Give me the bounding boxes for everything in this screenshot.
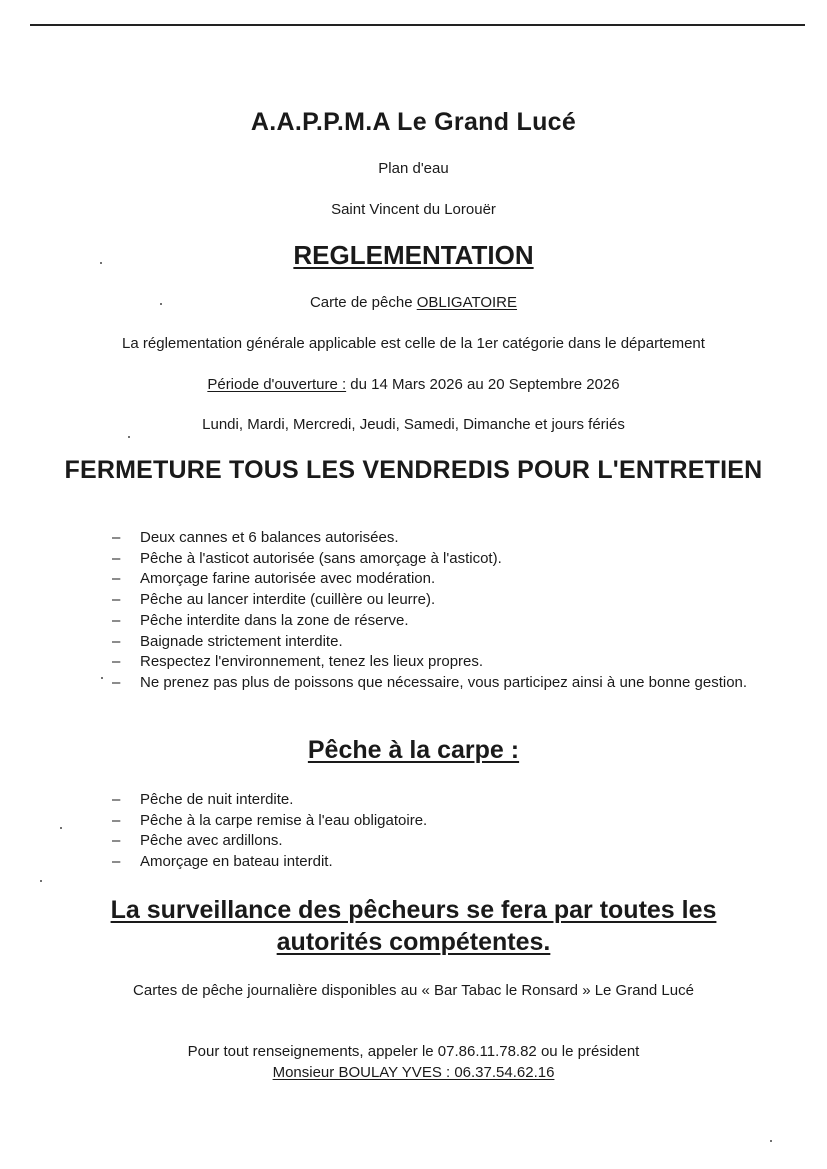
subtitle-location: Saint Vincent du Lorouër xyxy=(331,201,496,218)
contact-line: Pour tout renseignements, appeler le 07.86.11.78.82 ou le président xyxy=(187,1043,640,1060)
carp-rule-text: Pêche avec ardillons. xyxy=(140,832,283,850)
list-dash: – xyxy=(112,591,121,609)
carp-rule-text: Pêche à la carpe remise à l'eau obligatoire. xyxy=(140,811,428,829)
list-item xyxy=(112,652,772,673)
rule-text: Pêche interdite dans la zone de réserve. xyxy=(140,611,409,629)
regulation-heading: REGLEMENTATION xyxy=(293,240,534,270)
list-item xyxy=(112,852,772,873)
rule-text: Respectez l'environnement, tenez les lieux propres. xyxy=(140,653,484,671)
scan-speck xyxy=(128,436,130,438)
opening-days-line: Lundi, Mardi, Mercredi, Jeudi, Samedi, Dimanche et jours fériés xyxy=(202,416,625,433)
carp-rules-list xyxy=(112,790,772,873)
carp-rule-text: Pêche de nuit interdite. xyxy=(140,791,294,808)
fishing-card-prefix: Carte de pêche xyxy=(309,294,417,311)
list-dash: – xyxy=(112,653,121,671)
scan-speck xyxy=(160,303,162,305)
opening-period-label: Période d'ouverture : xyxy=(207,376,347,393)
list-item xyxy=(112,632,772,653)
rule-text: Baignade strictement interdite. xyxy=(140,632,343,650)
opening-period-dates: du 14 Mars 2026 au 20 Septembre 2026 xyxy=(346,376,620,393)
list-dash: – xyxy=(112,611,121,629)
carp-rule-text: Amorçage en bateau interdit. xyxy=(140,853,333,871)
rule-text: Amorçage farine autorisée avec modération. xyxy=(140,570,436,588)
list-dash: – xyxy=(112,811,121,829)
list-dash: – xyxy=(112,570,121,588)
list-item xyxy=(112,790,772,811)
scan-speck xyxy=(40,880,42,882)
scan-speck xyxy=(60,827,62,829)
scan-speck xyxy=(100,262,102,264)
list-item xyxy=(112,811,772,832)
list-item xyxy=(112,549,772,570)
general-rules-list xyxy=(112,528,772,694)
list-item xyxy=(112,590,772,611)
president-contact-line: Monsieur BOULAY YVES : 06.37.54.62.16 xyxy=(272,1064,555,1081)
subtitle-plan-deau: Plan d'eau xyxy=(378,160,449,177)
rule-text: Ne prenez pas plus de poissons que nécessaire, vous participez ainsi à une bonne gestion. xyxy=(140,673,748,691)
list-dash: – xyxy=(112,832,121,850)
list-dash: – xyxy=(112,853,121,871)
scan-edge-line xyxy=(30,24,805,26)
opening-period-line xyxy=(0,376,827,393)
closure-notice: FERMETURE TOUS LES VENDREDIS POUR L'ENTRETIEN xyxy=(64,456,763,484)
fishing-card-required: OBLIGATOIRE xyxy=(416,294,518,311)
fishing-card-line xyxy=(0,294,827,311)
list-dash: – xyxy=(112,549,121,567)
list-item xyxy=(112,673,772,694)
list-item xyxy=(112,611,772,632)
carp-heading: Pêche à la carpe : xyxy=(307,736,520,764)
list-item xyxy=(112,528,772,549)
rule-text: Deux cannes et 6 balances autorisées. xyxy=(140,529,399,546)
surveillance-notice: La surveillance des pêcheurs se fera par toutes les autorités compétentes. xyxy=(110,896,717,956)
rule-text: Pêche à l'asticot autorisée (sans amorçage à l'asticot). xyxy=(140,549,502,567)
scan-speck xyxy=(101,677,103,679)
list-dash: – xyxy=(112,632,121,650)
list-dash: – xyxy=(112,529,121,546)
list-item xyxy=(112,831,772,852)
rule-text: Pêche au lancer interdite (cuillère ou leurre). xyxy=(140,591,436,609)
cards-availability-line: Cartes de pêche journalière disponibles au « Bar Tabac le Ronsard » Le Grand Lucé xyxy=(133,982,694,999)
list-dash: – xyxy=(112,791,121,808)
list-dash: – xyxy=(112,673,121,691)
page-title: A.A.P.P.M.A Le Grand Lucé xyxy=(250,108,577,136)
list-item xyxy=(112,569,772,590)
scan-speck xyxy=(770,1140,772,1142)
general-rule-line: La réglementation générale applicable est celle de la 1er catégorie dans le département xyxy=(122,335,705,352)
